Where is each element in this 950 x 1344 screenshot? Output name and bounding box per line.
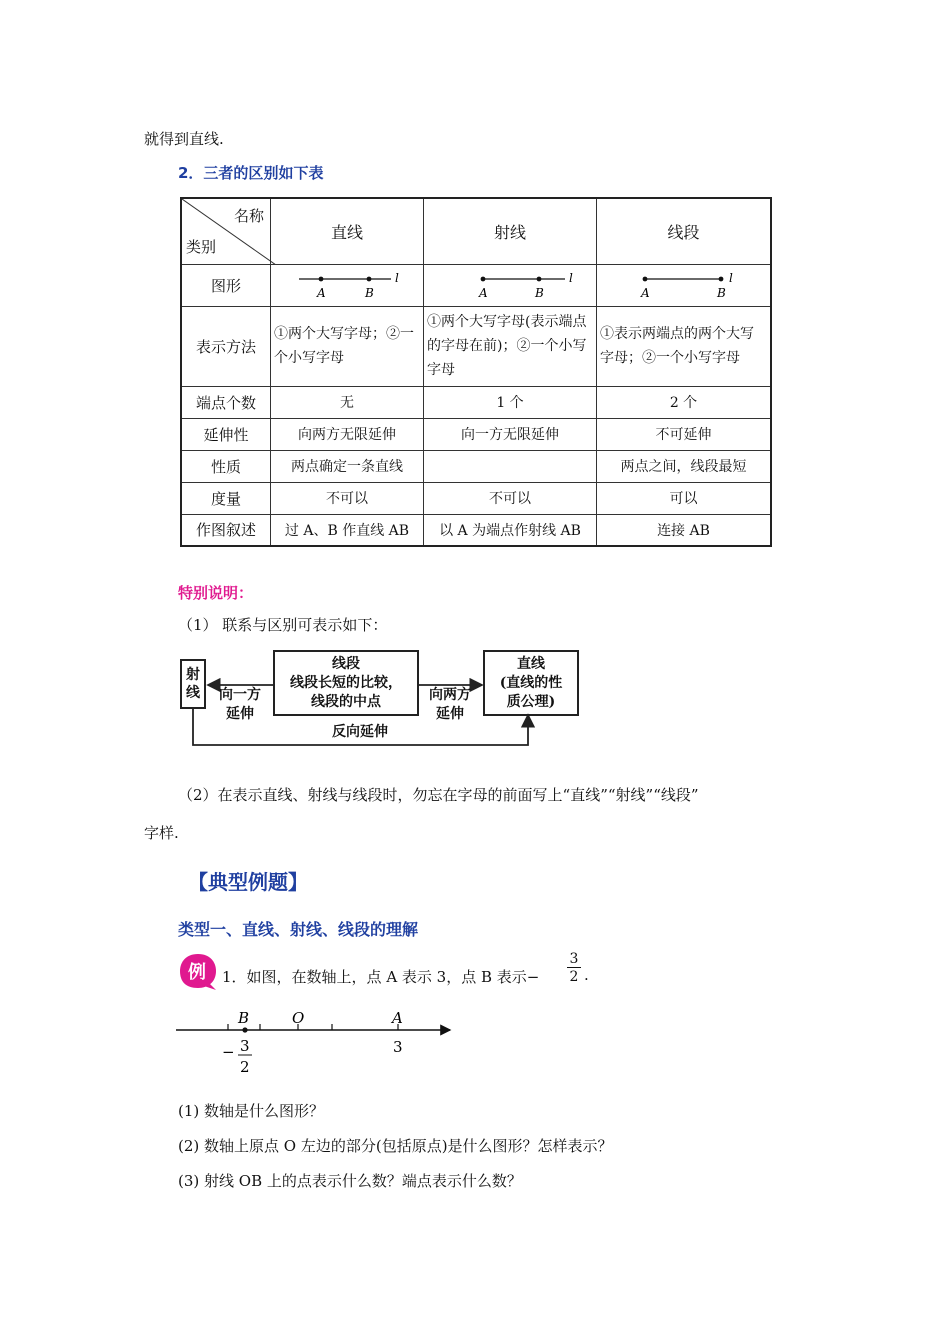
col-header-ray: 射线 — [424, 198, 597, 264]
cell-endpoints-ray: 1 个 — [424, 386, 597, 418]
example1-prompt: 1．如图，在数轴上，点 A 表示 3，点 B 表示− — [222, 968, 540, 986]
right-arrow-label-line1: 向两方 — [429, 687, 471, 703]
row-head-endpoints: 端点个数 — [181, 386, 271, 418]
axis-neg-sign: − — [222, 1043, 235, 1061]
example1-frac-den: 2 — [567, 967, 581, 986]
segment-box-line1: 线段 — [332, 655, 360, 672]
axis-frac-num: 3 — [240, 1037, 250, 1055]
row-head-extension: 延伸性 — [181, 418, 271, 450]
corner-top-label: 名称 — [233, 207, 264, 226]
segment-box-line3: 线段的中点 — [311, 693, 381, 710]
example1-frac-num: 3 — [569, 951, 579, 967]
line-figure-svg — [277, 265, 417, 301]
line-box-line1: 直线 — [517, 655, 545, 672]
example1-text — [222, 966, 539, 987]
question-3: (3) 射线 OB 上的点表示什么数？端点表示什么数？ — [178, 1172, 522, 1190]
ray-figure-svg — [435, 265, 585, 301]
segment-box-line2: 线段长短的比较， — [290, 674, 402, 691]
cell-property-ray — [424, 450, 597, 482]
row-head-measure: 度量 — [181, 482, 271, 514]
label-a: A — [317, 286, 326, 300]
segment-figure-svg — [609, 265, 759, 301]
label-l: l — [728, 271, 733, 285]
label-a: A — [640, 286, 650, 300]
cell-property-line: 两点确定一条直线 — [271, 450, 424, 482]
col-header-line: 直线 — [271, 198, 424, 264]
label-b: B — [535, 286, 544, 300]
line-box-line2: (直线的性 — [499, 674, 563, 691]
figure-ray — [424, 264, 597, 306]
cell-notation-ray: ①两个大写字母(表示端点的字母在前)；②一个小写字母 — [424, 306, 597, 386]
example-badge — [178, 952, 218, 990]
note-2-line1: （2）在表示直线、射线与线段时，勿忘在字母的前面写上“直线”“射线”“线段” — [178, 786, 699, 804]
row-head-figure: 图形 — [181, 264, 271, 306]
cell-measure-segment: 可以 — [597, 482, 772, 514]
cell-construction-ray: 以 A 为端点作射线 AB — [424, 514, 597, 546]
cell-notation-line: ①两个大写字母；②一个小写字母 — [271, 306, 424, 386]
row-head-notation: 表示方法 — [181, 306, 271, 386]
special-note-title: 特别说明： — [178, 584, 254, 602]
segment-box — [273, 650, 419, 716]
axis-label-three: 3 — [393, 1038, 403, 1056]
cell-measure-ray: 不可以 — [424, 482, 597, 514]
intro-tail: 就得到直线. — [144, 130, 224, 148]
number-line — [170, 1000, 470, 1080]
col-header-segment: 线段 — [597, 198, 772, 264]
ray-box — [180, 659, 206, 709]
line-box-line3: 质公理) — [506, 693, 556, 710]
cell-endpoints-segment: 2 个 — [597, 386, 772, 418]
note-1: （1） 联系与区别可表示如下： — [178, 616, 388, 634]
axis-label-a: A — [392, 1009, 403, 1027]
example1-end: . — [584, 966, 589, 984]
comparison-table — [180, 197, 772, 547]
label-a: A — [479, 286, 488, 300]
cell-measure-line: 不可以 — [271, 482, 424, 514]
label-b: B — [365, 286, 374, 300]
cell-extension-line: 向两方无限延伸 — [271, 418, 424, 450]
row-head-construction: 作图叙述 — [181, 514, 271, 546]
figure-segment — [597, 264, 772, 306]
axis-label-o: O — [292, 1009, 305, 1027]
examples-title: 【典型例题】 — [188, 870, 308, 894]
section2-title: 2．三者的区别如下表 — [178, 164, 324, 182]
label-l: l — [395, 271, 399, 285]
row-head-property: 性质 — [181, 450, 271, 482]
cell-property-segment: 两点之间，线段最短 — [597, 450, 772, 482]
cell-extension-segment: 不可延伸 — [597, 418, 772, 450]
question-2: (2) 数轴上原点 O 左边的部分(包括原点)是什么图形？怎样表示？ — [178, 1137, 613, 1155]
type1-title: 类型一、直线、射线、线段的理解 — [178, 920, 419, 939]
figure-line — [271, 264, 424, 306]
axis-frac-den: 2 — [240, 1058, 250, 1076]
left-arrow-label — [212, 686, 268, 724]
note-2-line2: 字样. — [144, 824, 179, 842]
cell-construction-segment: 连接 AB — [597, 514, 772, 546]
example-badge-text: 例 — [188, 962, 206, 983]
corner-cell — [181, 198, 271, 264]
cell-endpoints-line: 无 — [271, 386, 424, 418]
cell-notation-segment: ①表示两端点的两个大写字母；②一个小写字母 — [597, 306, 772, 386]
left-arrow-label-line1: 向一方 — [219, 687, 261, 703]
right-arrow-label-line2: 延伸 — [436, 706, 464, 722]
cell-construction-line: 过 A、B 作直线 AB — [271, 514, 424, 546]
label-l: l — [569, 271, 573, 285]
corner-bottom-label: 类别 — [186, 238, 217, 257]
axis-label-b: B — [238, 1009, 250, 1027]
example1-fraction — [567, 951, 581, 986]
ray-box-label: 射线 — [186, 667, 200, 701]
left-arrow-label-line2: 延伸 — [226, 706, 254, 722]
cell-extension-ray: 向一方无限延伸 — [424, 418, 597, 450]
right-arrow-label — [422, 686, 478, 724]
label-b: B — [716, 286, 726, 300]
question-1: (1) 数轴是什么图形？ — [178, 1102, 325, 1120]
line-box — [483, 650, 579, 716]
bottom-arrow-label: 反向延伸 — [332, 724, 388, 740]
